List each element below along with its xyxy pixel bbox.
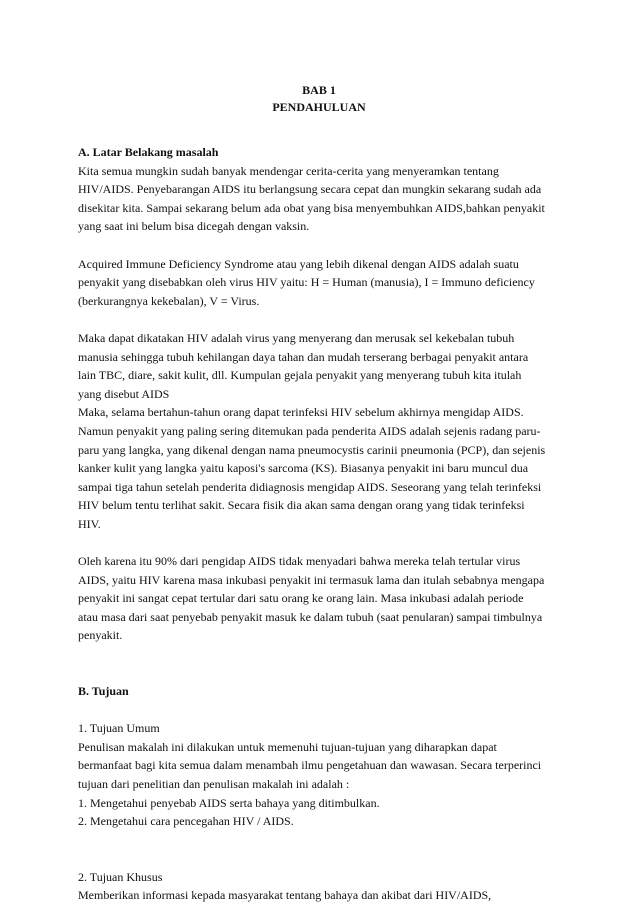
- paragraph-a1: [78, 162, 568, 236]
- section-a-heading: A. Latar Belakang masalah: [78, 145, 219, 159]
- text-line: Oleh karena itu 90% dari pengidap AIDS tidak menyadari bahwa mereka telah tertular virus: [78, 554, 521, 569]
- text-line: 2. Tujuan Khusus: [78, 869, 163, 884]
- text-line: penyakit.: [78, 628, 123, 643]
- text-line: (berkurangnya kekebalan), V = Virus.: [78, 293, 260, 308]
- text-line: lain TBC, diare, sakit kulit, dll. Kumpulan gejala penyakit yang menyerang tubuh kita itulah: [78, 368, 522, 383]
- text-line: Maka dapat dikatakan HIV adalah virus yang menyerang dan merusak sel kekebalan tubuh: [78, 330, 515, 345]
- document-body: [78, 143, 568, 905]
- text-line: atau masa dari saat penyebab penyakit masuk ke dalam tubuh (saat penularan) sampai timbulnya: [78, 609, 543, 624]
- text-line: penyakit ini sangat cepat tertular dari satu orang ke orang lain. Masa inkubasi adalah periode: [78, 591, 524, 606]
- text-line: HIV/AIDS. Penyebarangan AIDS itu berlangsung secara cepat dan mungkin sekarang sudah ada: [78, 182, 542, 197]
- text-line: HIV belum tentu terlihat sakit. Secara fisik dia akan sama dengan orang yang tidak terinfeksi: [78, 498, 525, 513]
- text-line: 1. Tujuan Umum: [78, 721, 160, 736]
- text-line: disekitar kita. Sampai sekarang belum ada obat yang bisa menyembuhkan AIDS,bahkan penyakit: [78, 200, 545, 215]
- text-line: Kita semua mungkin sudah banyak mendengar cerita-cerita yang menyeramkan tentang: [78, 163, 499, 178]
- paragraph-a4: [78, 552, 568, 645]
- text-line: bermanfaat bagi kita semua dalam menambah ilmu pengetahuan dan wawasan. Secara terperinci: [78, 758, 542, 773]
- paragraph-b2: [78, 868, 568, 905]
- text-line: yang saat ini belum bisa dicegah dengan vaksin.: [78, 219, 310, 234]
- text-line: 2. Mengetahui cara pencegahan HIV / AIDS.: [78, 814, 294, 829]
- text-line: 1. Mengetahui penyebab AIDS serta bahaya yang ditimbulkan.: [78, 795, 380, 810]
- text-line: manusia sehingga tubuh kehilangan daya tahan dan mudah terserang berbagai penyakit antara: [78, 349, 529, 364]
- text-line: HIV.: [78, 516, 101, 531]
- bab-label: BAB 1: [302, 83, 336, 97]
- paragraph-a2: [78, 255, 568, 311]
- text-line: AIDS, yaitu HIV karena masa inkubasi penyakit ini termasuk lama dan itulah sebabnya mengapa: [78, 572, 545, 587]
- text-line: paru yang langka, yang dikenal dengan nama pneumocystis carinii pneumonia (PCP), dan sejenis: [78, 442, 546, 457]
- text-line: Namun penyakit yang paling sering ditemukan pada penderita AIDS adalah sejenis radang paru-: [78, 423, 541, 438]
- text-line: Maka, selama bertahun-tahun orang dapat terinfeksi HIV sebelum akhirnya mengidap AIDS.: [78, 405, 524, 420]
- chapter-title: PENDAHULUAN: [272, 100, 366, 114]
- text-line: penyakit yang disebabkan oleh virus HIV yaitu: H = Human (manusia), I = Immuno deficiency: [78, 275, 535, 290]
- text-line: Memberikan informasi kepada masyarakat tentang bahaya dan akibat dari HIV/AIDS,: [78, 888, 492, 903]
- paragraph-a3: [78, 329, 568, 534]
- section-b-heading: B. Tujuan: [78, 684, 129, 699]
- text-line: sampai tiga tahun setelah penderita didiagnosis mengidap AIDS. Seseorang yang telah terinfeksi: [78, 479, 542, 494]
- text-line: Penulisan makalah ini dilakukan untuk memenuhi tujuan-tujuan yang diharapkan dapat: [78, 739, 497, 754]
- text-line: tujuan dari penelitian dan penulisan makalah ini adalah :: [78, 777, 350, 791]
- text-line: kanker kulit yang langka yaitu kaposi's sarcoma (KS). Biasanya penyakit ini baru muncul dua: [78, 461, 529, 476]
- text-line: Acquired Immune Deficiency Syndrome atau yang lebih dikenal dengan AIDS adalah suatu: [78, 256, 519, 271]
- text-line: yang disebut AIDS: [78, 386, 170, 401]
- paragraph-b1: [78, 719, 568, 831]
